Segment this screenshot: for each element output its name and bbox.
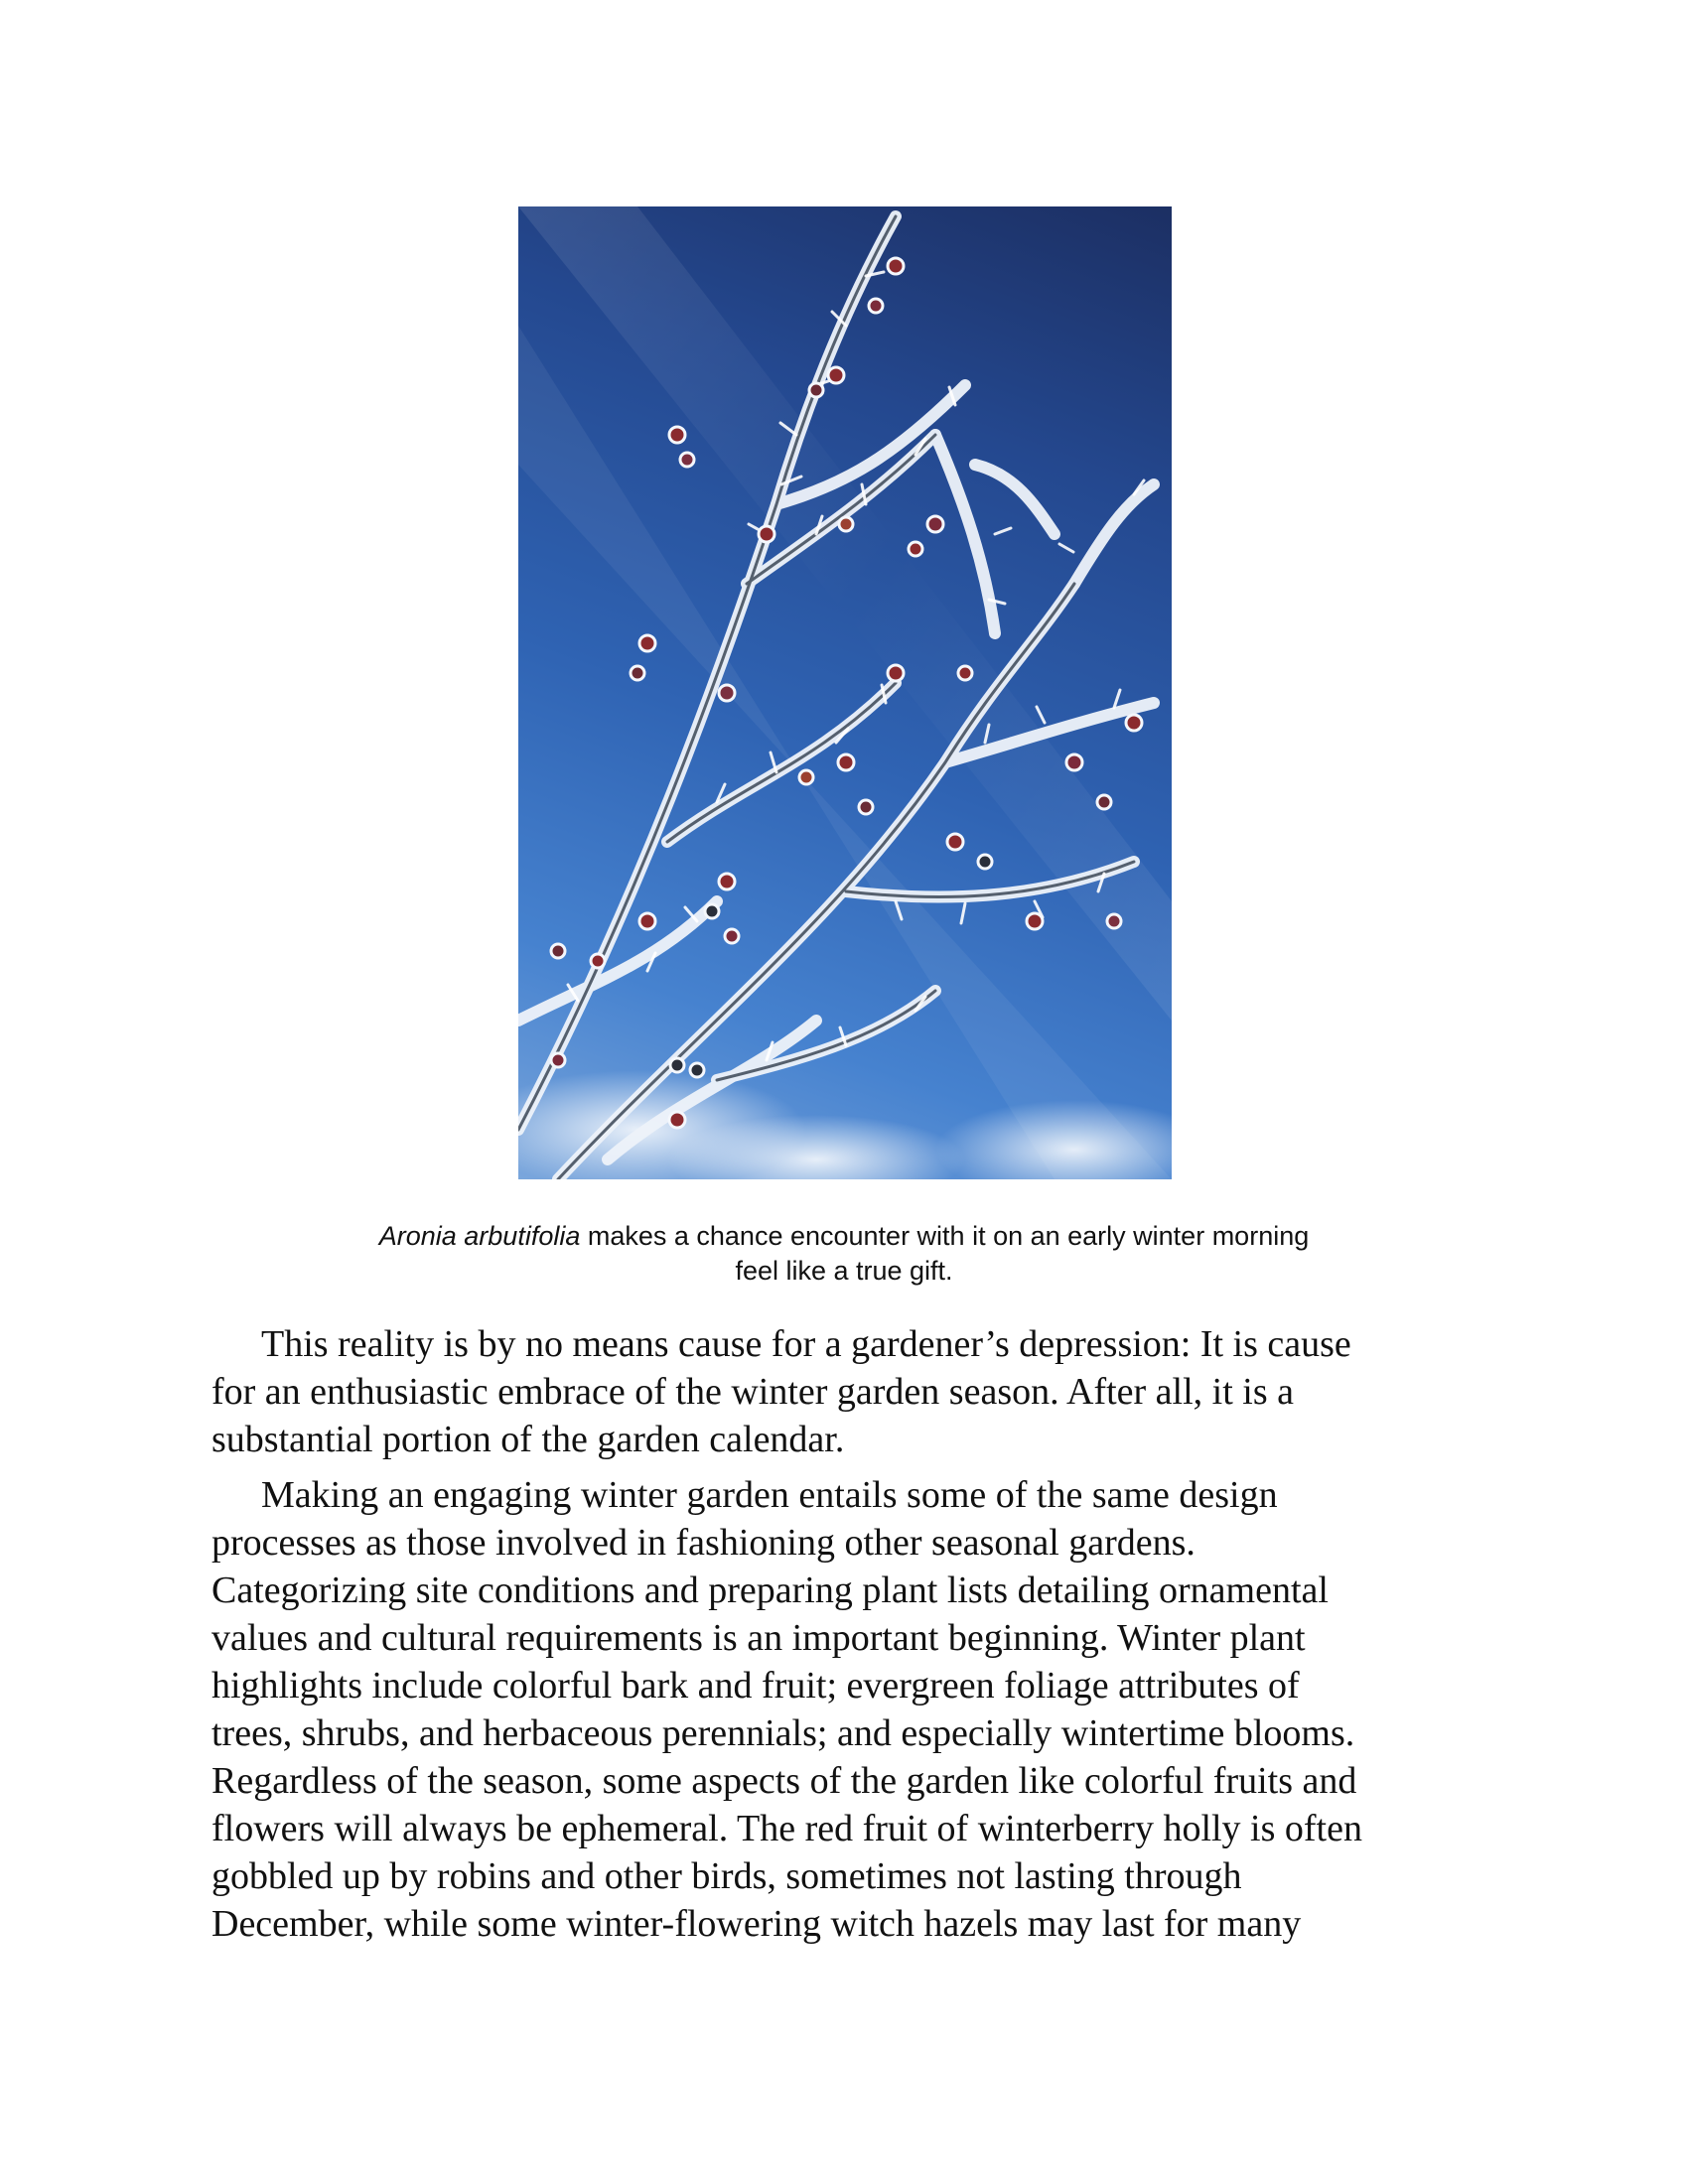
caption-species-name: Aronia arbutifolia: [378, 1221, 581, 1251]
caption-line-1: [248, 1219, 1440, 1254]
figure-caption: [248, 1219, 1440, 1289]
frosted-branch-illustration: [518, 206, 1172, 1179]
caption-line-2: feel like a true gift.: [735, 1256, 953, 1286]
body-text: [211, 1320, 1492, 1956]
caption-text: makes a chance encounter with it on an early winter morning: [580, 1221, 1310, 1251]
paragraph-1: This reality is by no means cause for a gardener’s depression: It is cause for an enthusiastic embrace of the winter garden season. After all, it is a substantial portion of the garden calendar.: [211, 1323, 1351, 1460]
paragraph-2: Making an engaging winter garden entails some of the same design processes as those involved in fashioning other seasonal gardens. Categorizing site conditions and preparing plant lists detailing ornamental values and cultural requirements is an important beginning. Winter plant highlights include colorful bark and fruit; evergreen foliage attributes of trees, shrubs, and herbaceous perennials; and especially wintertime blooms. Regardless of the season, some aspects of the garden like colorful fruits and flowers will always be ephemeral. The red fruit of winterberry holly is often gobbled up by robins and other birds, sometimes not lasting through December, while some winter-flowering witch hazels may last for many: [211, 1474, 1362, 1945]
frosted-branch-photo: [518, 206, 1172, 1179]
